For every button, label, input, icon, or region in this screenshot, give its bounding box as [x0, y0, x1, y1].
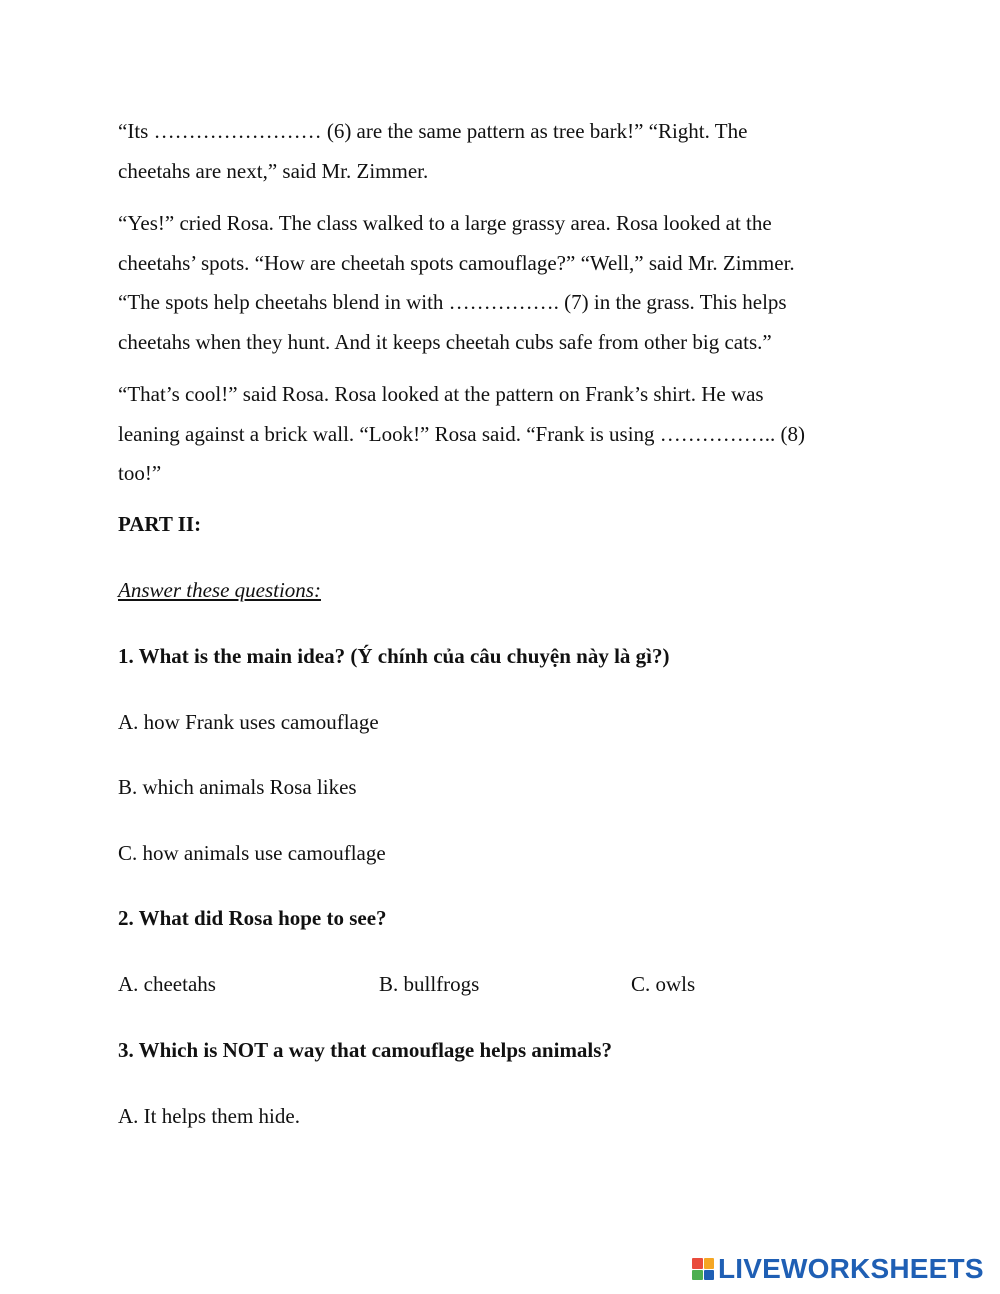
question-1-option-a[interactable]: A. how Frank uses camouflage: [118, 710, 379, 734]
passage-line: cheetahs’ spots. “How are cheetah spots camouflage?” “Well,” said Mr. Zimmer.: [118, 250, 795, 275]
logo-square: [692, 1258, 703, 1269]
question-3-option-a[interactable]: A. It helps them hide.: [118, 1104, 300, 1128]
question-1-option-c[interactable]: C. how animals use camouflage: [118, 841, 386, 865]
passage-paragraph-3: [118, 375, 878, 494]
liveworksheets-logo-icon: [692, 1258, 714, 1280]
question-2: 2. What did Rosa hope to see?: [118, 906, 387, 930]
passage-paragraph-1: [118, 112, 878, 191]
question-1: 1. What is the main idea? (Ý chính của câu chuyện này là gì?): [118, 644, 670, 668]
liveworksheets-logo-text: LIVEWORKSHEETS: [718, 1253, 984, 1284]
passage-line: cheetahs are next,” said Mr. Zimmer.: [118, 158, 429, 183]
instruction-text: Answer these questions:: [118, 578, 321, 602]
passage-line: leaning against a brick wall. “Look!” Rosa said. “Frank is using …………….. (8): [118, 421, 806, 446]
passage-line: too!”: [118, 461, 162, 485]
passage-line: “Yes!” cried Rosa. The class walked to a large grassy area. Rosa looked at the: [118, 211, 772, 235]
liveworksheets-logo: [692, 1254, 984, 1284]
question-2-option-b[interactable]: B. bullfrogs: [379, 972, 480, 996]
logo-square: [692, 1270, 703, 1281]
passage-line: “That’s cool!” said Rosa. Rosa looked at the pattern on Frank’s shirt. He was: [118, 382, 764, 406]
question-2-option-c[interactable]: C. owls: [631, 972, 696, 996]
part-heading: PART II:: [118, 512, 202, 536]
passage-line: “Its …………………… (6) are the same pattern as tree bark!” “Right. The: [118, 119, 748, 143]
question-3: 3. Which is NOT a way that camouflage helps animals?: [118, 1038, 612, 1062]
passage-line: cheetahs when they hunt. And it keeps cheetah cubs safe from other big cats.”: [118, 329, 772, 354]
question-2-option-a[interactable]: A. cheetahs: [118, 972, 216, 996]
question-1-option-b[interactable]: B. which animals Rosa likes: [118, 775, 357, 799]
passage-line: “The spots help cheetahs blend in with ……………. (7) in the grass. This helps: [118, 290, 787, 314]
logo-square: [704, 1270, 715, 1281]
passage-paragraph-2: [118, 204, 878, 362]
logo-square: [704, 1258, 715, 1269]
